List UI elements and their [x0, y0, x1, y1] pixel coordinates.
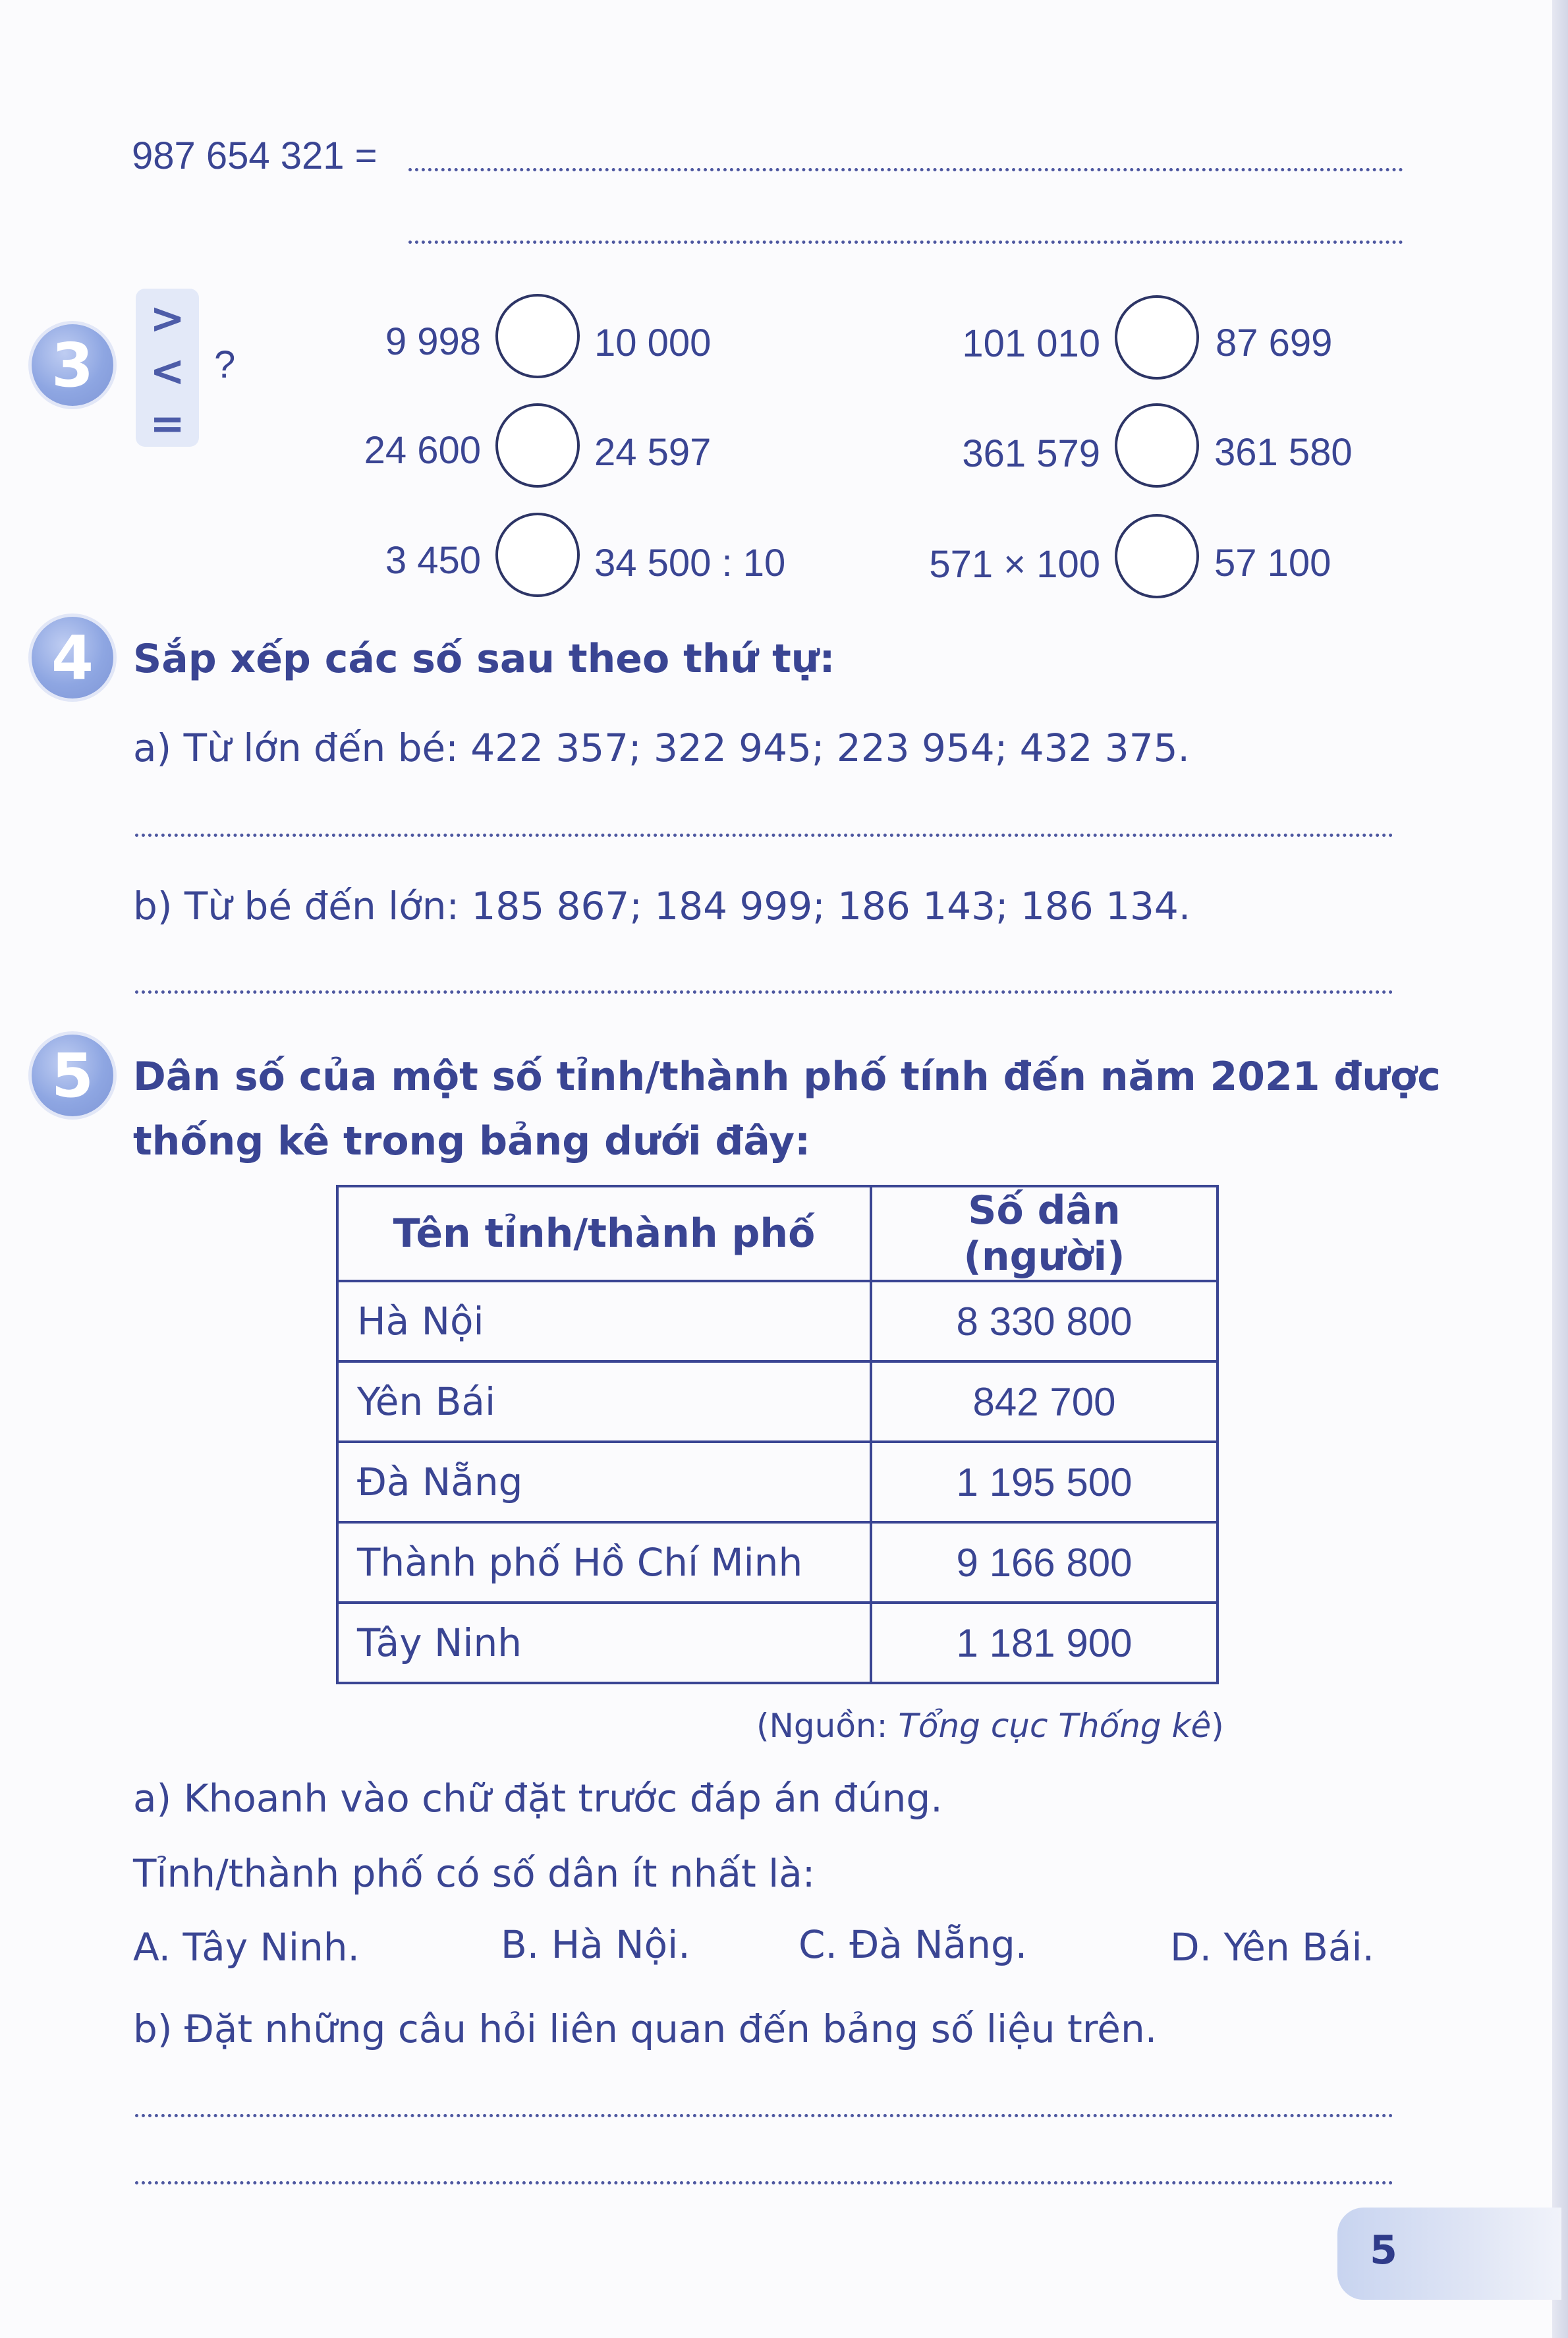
answer-line[interactable] — [135, 2114, 1393, 2117]
compare-circle[interactable] — [1115, 403, 1199, 488]
column-header: Tên tỉnh/thành phố — [337, 1186, 871, 1281]
table-row — [337, 1603, 1218, 1683]
province-name: Đà Nẵng — [337, 1442, 871, 1522]
option-b[interactable]: B. Hà Nội. — [501, 1922, 690, 1967]
less-than-symbol: < — [150, 347, 185, 396]
compare-right: 10 000 — [594, 322, 712, 364]
table-header-row — [337, 1186, 1218, 1281]
exercise-5b: b) Đặt những câu hỏi liên quan đến bảng số liệu trên. — [133, 2007, 1158, 2051]
exercise-4b: b) Từ bé đến lớn: 185 867; 184 999; 186 143; 186 134. — [133, 884, 1191, 928]
compare-left: 9 998 — [385, 320, 481, 363]
exercise-3-badge: 3 — [32, 324, 113, 406]
option-c[interactable]: C. Đà Nẵng. — [798, 1922, 1028, 1967]
province-name: Thành phố Hồ Chí Minh — [337, 1522, 871, 1603]
answer-line[interactable] — [135, 990, 1393, 994]
greater-than-symbol: > — [150, 295, 185, 343]
option-d[interactable]: D. Yên Bái. — [1170, 1925, 1375, 1970]
compare-circle[interactable] — [1115, 514, 1199, 598]
table-row — [337, 1281, 1218, 1361]
answer-line[interactable] — [408, 241, 1403, 244]
compare-left: 101 010 — [962, 322, 1100, 365]
population-value: 1 181 900 — [871, 1603, 1218, 1683]
comparison-symbols — [136, 289, 199, 447]
compare-right: 34 500 : 10 — [594, 542, 786, 584]
population-table — [336, 1185, 1219, 1684]
population-value: 842 700 — [871, 1361, 1218, 1442]
compare-left: 361 579 — [962, 432, 1100, 475]
compare-circle[interactable] — [495, 403, 580, 488]
option-a[interactable]: A. Tây Ninh. — [133, 1925, 360, 1970]
compare-left: 3 450 — [385, 539, 481, 582]
compare-circle[interactable] — [495, 513, 580, 597]
table-row — [337, 1361, 1218, 1442]
compare-right: 57 100 — [1214, 542, 1331, 584]
compare-left: 24 600 — [364, 429, 481, 472]
compare-right: 361 580 — [1214, 431, 1353, 474]
table-source: (Nguồn: Tổng cục Thống kê) — [756, 1707, 1224, 1745]
exercise-5a: a) Khoanh vào chữ đặt trước đáp án đúng. — [133, 1776, 943, 1821]
exercise-5-title: Dân số của một số tỉnh/thành phố tính đến năm 2021 được — [133, 1054, 1441, 1100]
province-name: Hà Nội — [337, 1281, 871, 1361]
compare-left: 571 × 100 — [929, 543, 1100, 586]
top-expression: 987 654 321 = — [132, 134, 378, 177]
table-row — [337, 1442, 1218, 1522]
exercise-5-badge: 5 — [32, 1035, 113, 1116]
compare-circle[interactable] — [1115, 295, 1199, 380]
exercise-5-title-cont: thống kê trong bảng dưới đây: — [133, 1118, 811, 1164]
question-mark: ? — [214, 343, 236, 386]
province-name: Tây Ninh — [337, 1603, 871, 1683]
answer-line[interactable] — [135, 2181, 1393, 2184]
province-name: Yên Bái — [337, 1361, 871, 1442]
page-edge — [1552, 0, 1568, 2338]
column-header: Số dân (người) — [871, 1186, 1218, 1281]
table-row — [337, 1522, 1218, 1603]
exercise-5a-question: Tỉnh/thành phố có số dân ít nhất là: — [133, 1851, 816, 1896]
exercise-4-badge: 4 — [32, 617, 113, 699]
exercise-4-title: Sắp xếp các số sau theo thứ tự: — [133, 636, 835, 682]
answer-line[interactable] — [408, 168, 1403, 171]
population-value: 1 195 500 — [871, 1442, 1218, 1522]
exercise-4a: a) Từ lớn đến bé: 422 357; 322 945; 223 954; 432 375. — [133, 726, 1190, 770]
population-value: 8 330 800 — [871, 1281, 1218, 1361]
compare-circle[interactable] — [495, 294, 580, 378]
page-number: 5 — [1370, 2227, 1397, 2273]
equals-symbol: = — [150, 400, 185, 449]
answer-line[interactable] — [135, 834, 1393, 837]
population-value: 9 166 800 — [871, 1522, 1218, 1603]
compare-right: 87 699 — [1216, 322, 1333, 364]
compare-right: 24 597 — [594, 431, 712, 474]
